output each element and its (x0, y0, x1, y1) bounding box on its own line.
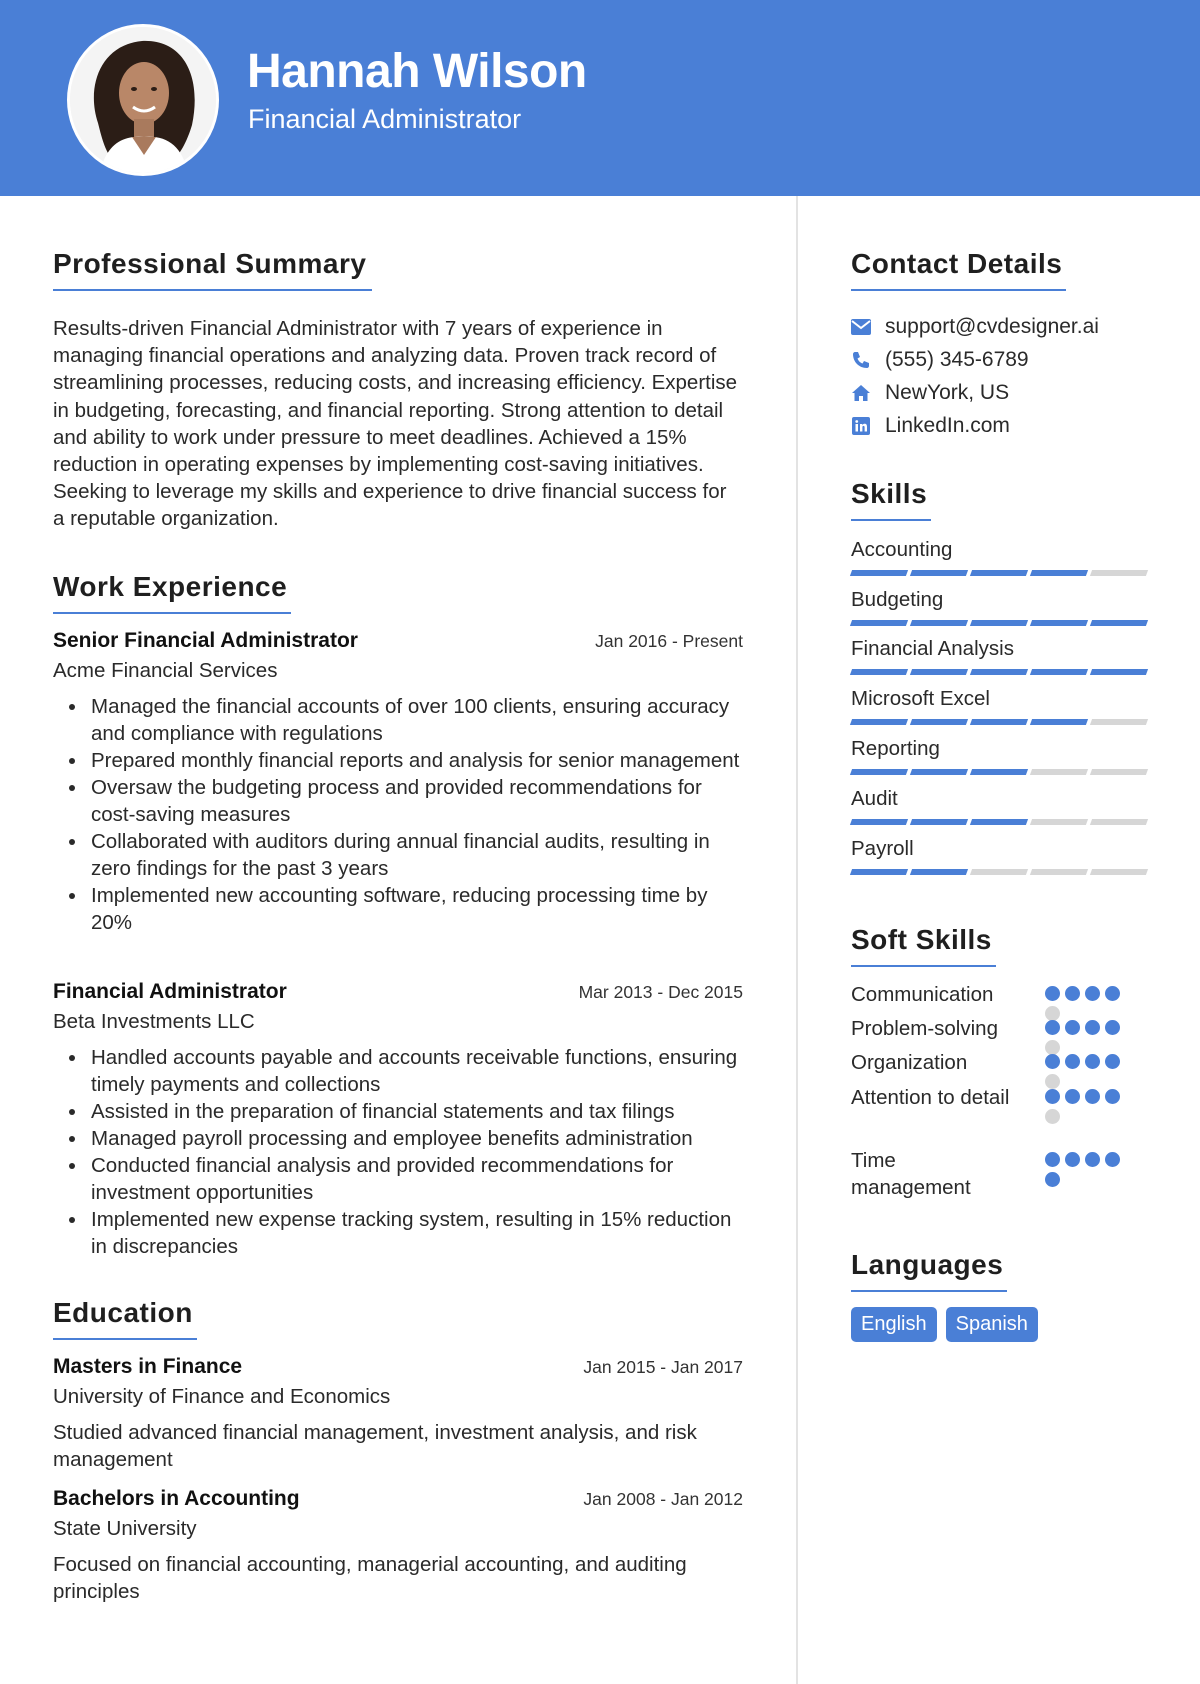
school-name: University of Finance and Economics (53, 1385, 391, 1408)
languages-section (851, 1249, 1007, 1292)
education-section (53, 1297, 197, 1340)
skill-item (851, 787, 1147, 825)
job-bullet: Oversaw the budgeting process and provided recommendations for cost-saving measures (53, 774, 743, 828)
soft-skill-level-dots (1045, 1152, 1129, 1187)
job-bullet: Collaborated with auditors during annual financial audits, resulting in zero findings for the past 3 years (53, 828, 743, 882)
education-date: Jan 2015 - Jan 2017 (583, 1357, 743, 1377)
skill-item (851, 687, 1147, 725)
skill-level-segment-filled (1030, 620, 1088, 626)
skill-level-segment-filled (910, 869, 968, 875)
skill-level-segment-filled (850, 769, 908, 775)
contact-heading: Contact Details (851, 248, 1066, 291)
skill-item (851, 837, 1147, 875)
soft-skill-dot-filled (1065, 1152, 1080, 1167)
skill-level-segment-filled (910, 769, 968, 775)
experience-heading: Work Experience (53, 571, 291, 614)
skill-level-segment-filled (970, 719, 1028, 725)
avatar-portrait (70, 27, 216, 173)
education-entry (53, 1487, 743, 1605)
soft-skill-dot-filled (1105, 1020, 1120, 1035)
soft-skills-heading: Soft Skills (851, 924, 996, 967)
skill-level-segment-filled (850, 669, 908, 675)
skill-level-segment-filled (970, 620, 1028, 626)
education-entry (53, 1355, 743, 1473)
soft-skill-dot-filled (1045, 1089, 1060, 1104)
avatar (67, 24, 219, 176)
soft-skill-item (851, 1147, 1151, 1203)
skill-level-segment-filled (850, 819, 908, 825)
skill-level-segment-filled (910, 570, 968, 576)
contact-location-text: NewYork, US (885, 381, 1010, 404)
job-bullet: Implemented new accounting software, reducing processing time by 20% (53, 882, 743, 936)
skill-level-segment-filled (1090, 669, 1148, 675)
skill-name: Financial Analysis (851, 637, 1014, 660)
summary-section (53, 248, 372, 291)
skill-level-bar (851, 869, 1147, 875)
education-heading: Education (53, 1297, 197, 1340)
soft-skill-dot-filled (1045, 1020, 1060, 1035)
skill-level-segment-filled (1030, 669, 1088, 675)
skill-name: Payroll (851, 837, 914, 860)
skill-level-segment-filled (850, 570, 908, 576)
job-bullet: Assisted in the preparation of financial statements and tax filings (53, 1098, 743, 1125)
skills-section (851, 478, 931, 521)
skill-level-segment-empty (1090, 819, 1148, 825)
education-description: Focused on financial accounting, managerial accounting, and auditing principles (53, 1553, 687, 1603)
skill-level-segment-empty (1090, 869, 1148, 875)
skill-level-segment-empty (1030, 819, 1088, 825)
job-entry (53, 629, 743, 936)
skill-level-segment-filled (1090, 620, 1148, 626)
linkedin-icon (851, 416, 871, 436)
soft-skill-dot-filled (1085, 986, 1100, 1001)
contact-location (851, 378, 1009, 408)
soft-skill-name: Problem-solving (851, 1017, 998, 1040)
soft-skill-dot-empty (1045, 1109, 1060, 1124)
phone-icon (851, 350, 871, 370)
envelope-icon (851, 317, 871, 337)
summary-heading: Professional Summary (53, 248, 372, 291)
soft-skill-dot-filled (1045, 986, 1060, 1001)
skill-level-segment-empty (1030, 869, 1088, 875)
soft-skill-dot-filled (1105, 986, 1120, 1001)
contact-linkedin-text: LinkedIn.com (885, 414, 1010, 437)
contact-email[interactable] (851, 312, 1099, 342)
skill-item (851, 538, 1147, 576)
language-badge: English (851, 1307, 937, 1342)
skill-name: Budgeting (851, 588, 944, 611)
skill-level-bar (851, 620, 1147, 626)
candidate-title: Financial Administrator (248, 104, 522, 134)
job-bullet: Managed the financial accounts of over 100 clients, ensuring accuracy and compliance with regulations (53, 693, 743, 747)
soft-skill-dot-filled (1065, 1054, 1080, 1069)
soft-skill-item (851, 1084, 1151, 1140)
skill-level-segment-filled (910, 819, 968, 825)
degree-title: Masters in Finance (53, 1355, 243, 1378)
skill-level-segment-filled (910, 620, 968, 626)
column-divider (796, 196, 798, 1684)
skill-level-segment-empty (1090, 769, 1148, 775)
soft-skill-dot-filled (1045, 1054, 1060, 1069)
languages-heading: Languages (851, 1249, 1007, 1292)
soft-skill-item (851, 1015, 1151, 1045)
skill-level-segment-filled (970, 570, 1028, 576)
education-date: Jan 2008 - Jan 2012 (583, 1489, 743, 1509)
skill-level-segment-empty (1030, 769, 1088, 775)
skill-level-bar (851, 819, 1147, 825)
candidate-name: Hannah Wilson (247, 45, 587, 98)
soft-skill-item (851, 981, 1151, 1011)
soft-skill-name: Organization (851, 1051, 968, 1074)
language-badge: Spanish (946, 1307, 1038, 1342)
skill-level-bar (851, 769, 1147, 775)
soft-skills-section (851, 924, 996, 967)
skill-item (851, 737, 1147, 775)
job-bullet: Implemented new expense tracking system, resulting in 15% reduction in discrepancies (53, 1206, 743, 1260)
job-bullet: Conducted financial analysis and provided recommendations for investment opportunities (53, 1152, 743, 1206)
soft-skill-dot-filled (1105, 1054, 1120, 1069)
skill-name: Microsoft Excel (851, 687, 990, 710)
skill-name: Accounting (851, 538, 953, 561)
skill-item (851, 588, 1147, 626)
degree-title: Bachelors in Accounting (53, 1487, 300, 1510)
skill-level-segment-filled (850, 620, 908, 626)
skill-level-segment-empty (1090, 719, 1148, 725)
skills-heading: Skills (851, 478, 931, 521)
skill-level-segment-filled (970, 819, 1028, 825)
soft-skill-name: Communication (851, 983, 994, 1006)
education-description: Studied advanced financial management, investment analysis, and risk management (53, 1421, 697, 1471)
home-icon (851, 383, 871, 403)
job-date: Mar 2013 - Dec 2015 (578, 982, 743, 1002)
skill-level-bar (851, 570, 1147, 576)
skill-level-segment-empty (1090, 570, 1148, 576)
job-bullet: Handled accounts payable and accounts receivable functions, ensuring timely payments and collections (53, 1044, 743, 1098)
skill-level-segment-empty (970, 869, 1028, 875)
soft-skill-dot-filled (1085, 1020, 1100, 1035)
skill-level-segment-filled (910, 669, 968, 675)
soft-skill-item (851, 1049, 1151, 1079)
contact-section (851, 248, 1066, 291)
soft-skill-dot-filled (1105, 1089, 1120, 1104)
contact-phone[interactable] (851, 345, 1029, 375)
skill-level-bar (851, 719, 1147, 725)
resume-header (0, 0, 1200, 196)
soft-skill-dot-filled (1105, 1152, 1120, 1167)
job-bullet: Prepared monthly financial reports and analysis for senior management (53, 747, 743, 774)
soft-skill-dot-filled (1045, 1152, 1060, 1167)
soft-skill-dot-filled (1065, 1020, 1080, 1035)
skill-item (851, 637, 1147, 675)
soft-skill-dot-filled (1085, 1054, 1100, 1069)
contact-linkedin[interactable] (851, 411, 1010, 441)
soft-skill-name: Time management (851, 1149, 971, 1199)
job-entry (53, 980, 743, 1260)
job-title: Financial Administrator (53, 980, 287, 1003)
skill-level-segment-filled (970, 769, 1028, 775)
skill-level-segment-filled (850, 869, 908, 875)
soft-skill-name: Attention to detail (851, 1086, 1010, 1109)
skill-level-segment-filled (910, 719, 968, 725)
skill-level-segment-filled (850, 719, 908, 725)
soft-skill-dot-filled (1065, 1089, 1080, 1104)
job-bullets (53, 1044, 743, 1260)
skill-level-segment-filled (1030, 719, 1088, 725)
job-date: Jan 2016 - Present (595, 631, 743, 651)
skill-name: Audit (851, 787, 898, 810)
languages-list (851, 1307, 1038, 1342)
school-name: State University (53, 1517, 197, 1540)
contact-email-text: support@cvdesigner.ai (885, 315, 1099, 338)
skill-level-segment-filled (970, 669, 1028, 675)
soft-skill-dot-filled (1065, 986, 1080, 1001)
soft-skill-dot-filled (1045, 1172, 1060, 1187)
skill-level-bar (851, 669, 1147, 675)
contact-phone-text: (555) 345-6789 (885, 348, 1029, 371)
soft-skill-dot-filled (1085, 1152, 1100, 1167)
experience-section (53, 571, 291, 614)
skill-name: Reporting (851, 737, 940, 760)
skill-level-segment-filled (1030, 570, 1088, 576)
job-bullets (53, 693, 743, 936)
job-company: Beta Investments LLC (53, 1010, 255, 1033)
job-bullet: Managed payroll processing and employee benefits administration (53, 1125, 743, 1152)
summary-text: Results-driven Financial Administrator with 7 years of experience in managing financial operations and analyzing data. Proven track record of streamlining processes, reducing costs, and increasing efficiency. Expertise in budgeting, forecasting, and financial reporting. Strong attention to detail and ability to work under pressure to meet deadlines. Achieved a 15% reduction in operating expenses by implementing cost-saving initiatives. Seeking to leverage my skills and experience to drive financial success for a reputable organization. (53, 317, 738, 531)
soft-skill-dot-filled (1085, 1089, 1100, 1104)
job-title: Senior Financial Administrator (53, 629, 358, 652)
job-company: Acme Financial Services (53, 659, 278, 682)
soft-skill-level-dots (1045, 1089, 1129, 1124)
